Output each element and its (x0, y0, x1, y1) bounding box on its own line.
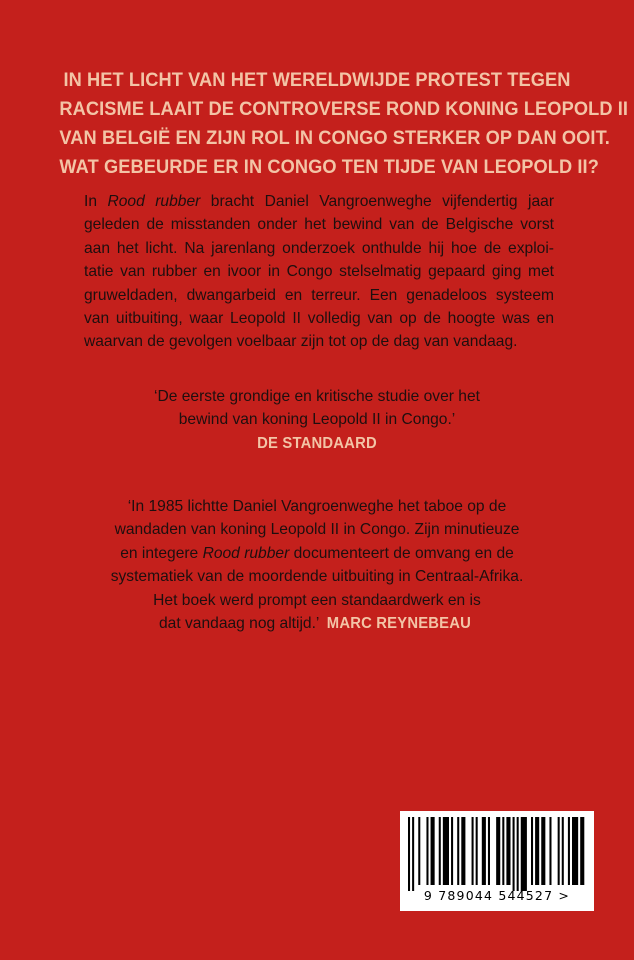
quote-line: wandaden van koning Leopold II in Congo. Zijn minutieuze (114, 521, 520, 539)
quote-text: dat vandaag nog altijd.’ (159, 615, 324, 633)
barcode-bar (431, 817, 435, 885)
barcode-bar (572, 817, 578, 885)
quote-line: Het boek werd prompt een standaardwerk en is (153, 591, 481, 609)
barcode-bar (549, 817, 551, 885)
blurb-paragraph (84, 190, 554, 354)
barcode-bar (418, 817, 420, 885)
quote-line: systematiek van de moordende uitbuiting in Centraal-Afrika. (110, 568, 524, 586)
barcode-bar (521, 817, 527, 891)
barcode-bar (457, 817, 459, 885)
quote-line: ‘In 1985 lichtte Daniel Vangroenweghe het taboe op de (127, 498, 507, 515)
quote-text: en integere (120, 544, 203, 562)
blurb-line: gruweldaden, dwangarbeid en terreur. Een genadeloos systeem (84, 286, 554, 304)
blurb-line1-rest: bracht Daniel Vangroenweghe vijfendertig jaar (200, 193, 555, 210)
barcode-bar (502, 817, 504, 885)
barcode-bar (496, 817, 500, 885)
barcode-bar (439, 817, 441, 885)
blurb-line: van uitbuiting, waar Leopold II volledig van op de hoogte was en (84, 310, 554, 328)
blurb-line: waarvan de gevolgen voelbaar zijn tot op de dag van vandaag. (84, 333, 518, 351)
barcode-bar (472, 817, 474, 885)
quote-line (40, 542, 594, 565)
review-quote-standaard (40, 385, 594, 455)
quote-line (40, 612, 594, 635)
barcode-bar (461, 817, 465, 885)
blurb-lead: In (84, 193, 108, 210)
barcode-bar (506, 817, 510, 885)
barcode-bar (476, 817, 478, 885)
barcode-bar (443, 817, 449, 885)
barcode-bar (488, 817, 490, 885)
barcode-bar (482, 817, 486, 885)
barcode-bar (426, 817, 428, 885)
barcode-bar (535, 817, 539, 885)
barcode-bar (580, 817, 584, 885)
review-quote-reynebeau (40, 495, 594, 635)
quote-line: bewind van koning Leopold II in Congo.’ (178, 411, 456, 429)
back-cover-headline (59, 66, 629, 182)
isbn-barcode (400, 811, 594, 911)
blurb-line: aan het licht. Na jarenlang onderzoek onthulde hij hoe de exploi- (84, 239, 554, 257)
barcode-bar (517, 817, 519, 891)
barcode-bar (568, 817, 570, 885)
headline-line: VAN BELGIË EN ZIJN ROL IN CONGO STERKER OP DAN OOIT. (59, 127, 610, 149)
quote-source: DE STANDAARD (257, 434, 377, 452)
barcode-bars (400, 811, 594, 891)
barcode-bar (531, 817, 533, 885)
barcode-bar (562, 817, 564, 885)
book-title: Rood rubber (202, 544, 290, 562)
book-title: Rood rubber (107, 193, 201, 210)
barcode-bar (412, 817, 414, 891)
quote-source: MARC REYNEBEAU (326, 615, 472, 633)
blurb-line (84, 190, 554, 213)
barcode-bar (558, 817, 560, 885)
quote-line: ‘De eerste grondige en kritische studie over het (154, 388, 480, 405)
headline-line: IN HET LICHT VAN HET WERELDWIJDE PROTEST TEGEN (63, 69, 571, 91)
barcode-bar (408, 817, 410, 891)
barcode-bar (513, 817, 515, 891)
headline-line: WAT GEBEURDE ER IN CONGO TEN TIJDE VAN LEOPOLD II? (59, 156, 599, 178)
headline-line: RACISME LAAIT DE CONTROVERSE ROND KONING LEOPOLD II (59, 98, 629, 120)
quote-source-line (40, 432, 594, 455)
barcode-bar (451, 817, 453, 885)
barcode-bar (541, 817, 545, 885)
blurb-line: geleden de misstanden onder het bewind van de Belgische vorst (84, 216, 554, 234)
quote-text: documenteert de omvang en de (289, 544, 514, 562)
isbn-number: 9 789044 544527 > (423, 888, 571, 903)
blurb-line: tatie van rubber en ivoor in Congo stelselmatig gepaard ging met (84, 263, 554, 281)
